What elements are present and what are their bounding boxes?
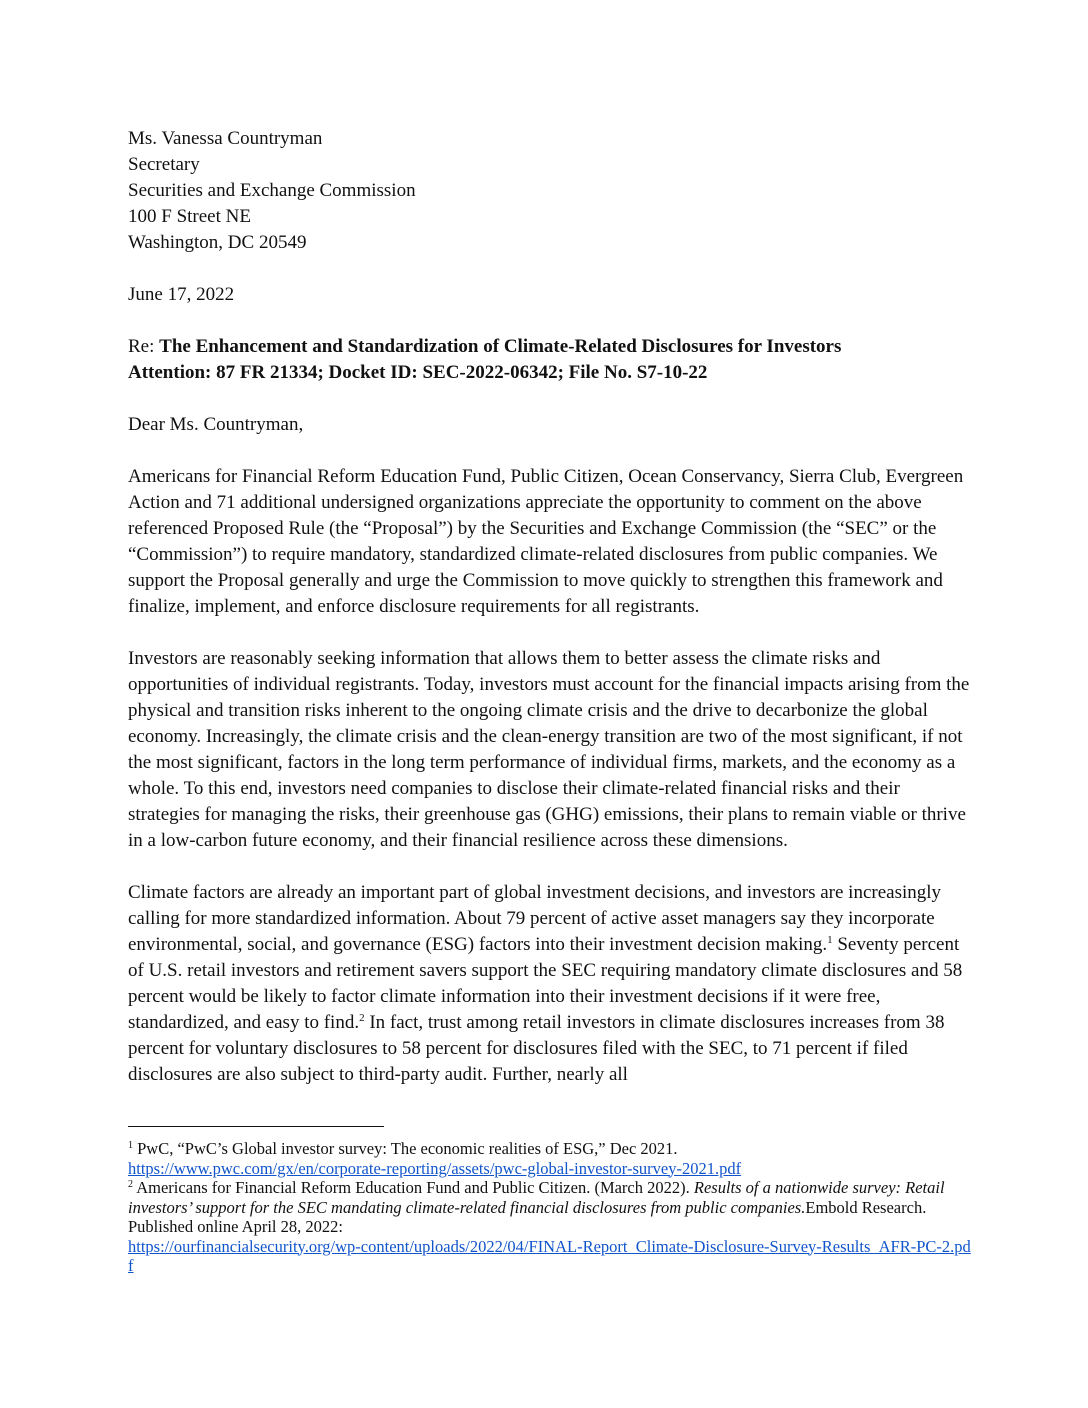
footnote-1-link[interactable]: https://www.pwc.com/gx/en/corporate-reporting/assets/pwc-global-investor-survey-2021.pdf <box>128 1158 742 1178</box>
footnote-text: PwC, “PwC’s Global investor survey: The economic realities of ESG,” Dec 2021. <box>133 1139 678 1158</box>
footnote-text: Embold Research. Published online April 28, 2022: <box>128 1197 927 1236</box>
paragraph-text: Climate factors are already an important part of global investment decisions, and investors are increasingly calling for more standardized information. About 79 percent of active asset managers say they incorporate environmental, social, and governance (ESG) factors into their investment decision making. <box>128 882 942 955</box>
footnote-2 <box>128 1178 973 1276</box>
footnote-1 <box>128 1139 973 1178</box>
subject-block <box>128 334 973 386</box>
attention-line: Attention: 87 FR 21334; Docket ID: SEC-2022-06342; File No. S7-10-22 <box>128 362 708 383</box>
footnote-number: 1 <box>128 1140 133 1151</box>
footnote-text: Americans for Financial Reform Education Fund and Public Citizen. (March 2022). <box>133 1178 694 1197</box>
letter-date: June 17, 2022 <box>128 284 235 305</box>
footnote-ref-1[interactable]: 1 <box>827 934 833 946</box>
recipient-organization: Securities and Exchange Commission <box>128 180 416 201</box>
spacer <box>128 256 973 282</box>
footnote-ref-2[interactable]: 2 <box>359 1012 365 1024</box>
recipient-title: Secretary <box>128 154 200 175</box>
footnote-title: Results of a nationwide survey: Retail investors’ support for the SEC mandating climate-related financial disclosures from public companies. <box>128 1178 945 1217</box>
paragraph-investors: Investors are reasonably seeking information that allows them to better assess the climate risks and opportunities of individual registrants. Today, investors must account for the financial impacts arising from the physical and transition risks inherent to the ongoing climate crisis and the drive to decarbonize the global economy. Increasingly, the climate crisis and the clean-energy transition are two of the most significant, if not the most significant, factors in the long term performance of individual firms, markets, and the economy as a whole. To this end, investors need companies to disclose their climate-related financial risks and their strategies for managing the risks, their greenhouse gas (GHG) emissions, their plans to remain viable or thrive in a low-carbon future economy, and their financial resilience across these dimensions. <box>128 648 970 851</box>
salutation: Dear Ms. Countryman, <box>128 414 304 435</box>
paragraph-intro: Americans for Financial Reform Education Fund, Public Citizen, Ocean Conservancy, Sierra Club, Evergreen Action and 71 additional undersigned organizations appreciate the opportunity to comment on the above referenced Proposed Rule (the “Proposal”) by the Securities and Exchange Commission (the “SEC” or the “Commission”) to require mandatory, standardized climate-related disclosures from public companies. We support the Proposal generally and urge the Commission to move quickly to strengthen this framework and finalize, implement, and enforce disclosure requirements for all registrants. <box>128 466 964 617</box>
re-title: The Enhancement and Standardization of Climate-Related Disclosures for Investors <box>159 336 842 357</box>
re-prefix: Re: <box>128 336 160 357</box>
footnote-divider <box>128 1126 384 1127</box>
paragraph-climate-factors <box>128 880 973 1088</box>
recipient-city: Washington, DC 20549 <box>128 232 307 253</box>
paragraph-text: Seventy percent of U.S. retail investors and retirement savers support the SEC requiring mandatory climate disclosures and 58 percent would be likely to factor climate information into their investment decisions if it were free, standardized, and easy to find. <box>128 934 963 1033</box>
paragraph-text: In fact, trust among retail investors in climate disclosures increases from 38 percent for voluntary disclosures to 58 percent for disclosures filed with the SEC, to 71 percent if filed disclosures are also subject to third-party audit. Further, nearly all <box>128 1012 945 1085</box>
recipient-address <box>128 126 973 256</box>
recipient-street: 100 F Street NE <box>128 206 251 227</box>
recipient-name: Ms. Vanessa Countryman <box>128 128 323 149</box>
footnotes <box>128 1139 973 1276</box>
footnote-number: 2 <box>128 1179 133 1190</box>
letter-body <box>128 126 973 1114</box>
footnote-2-link[interactable]: https://ourfinancialsecurity.org/wp-content/uploads/2022/04/FINAL-Report_Climate-Disclosure-Survey-Results_AFR-PC-2.pdf <box>128 1236 971 1275</box>
